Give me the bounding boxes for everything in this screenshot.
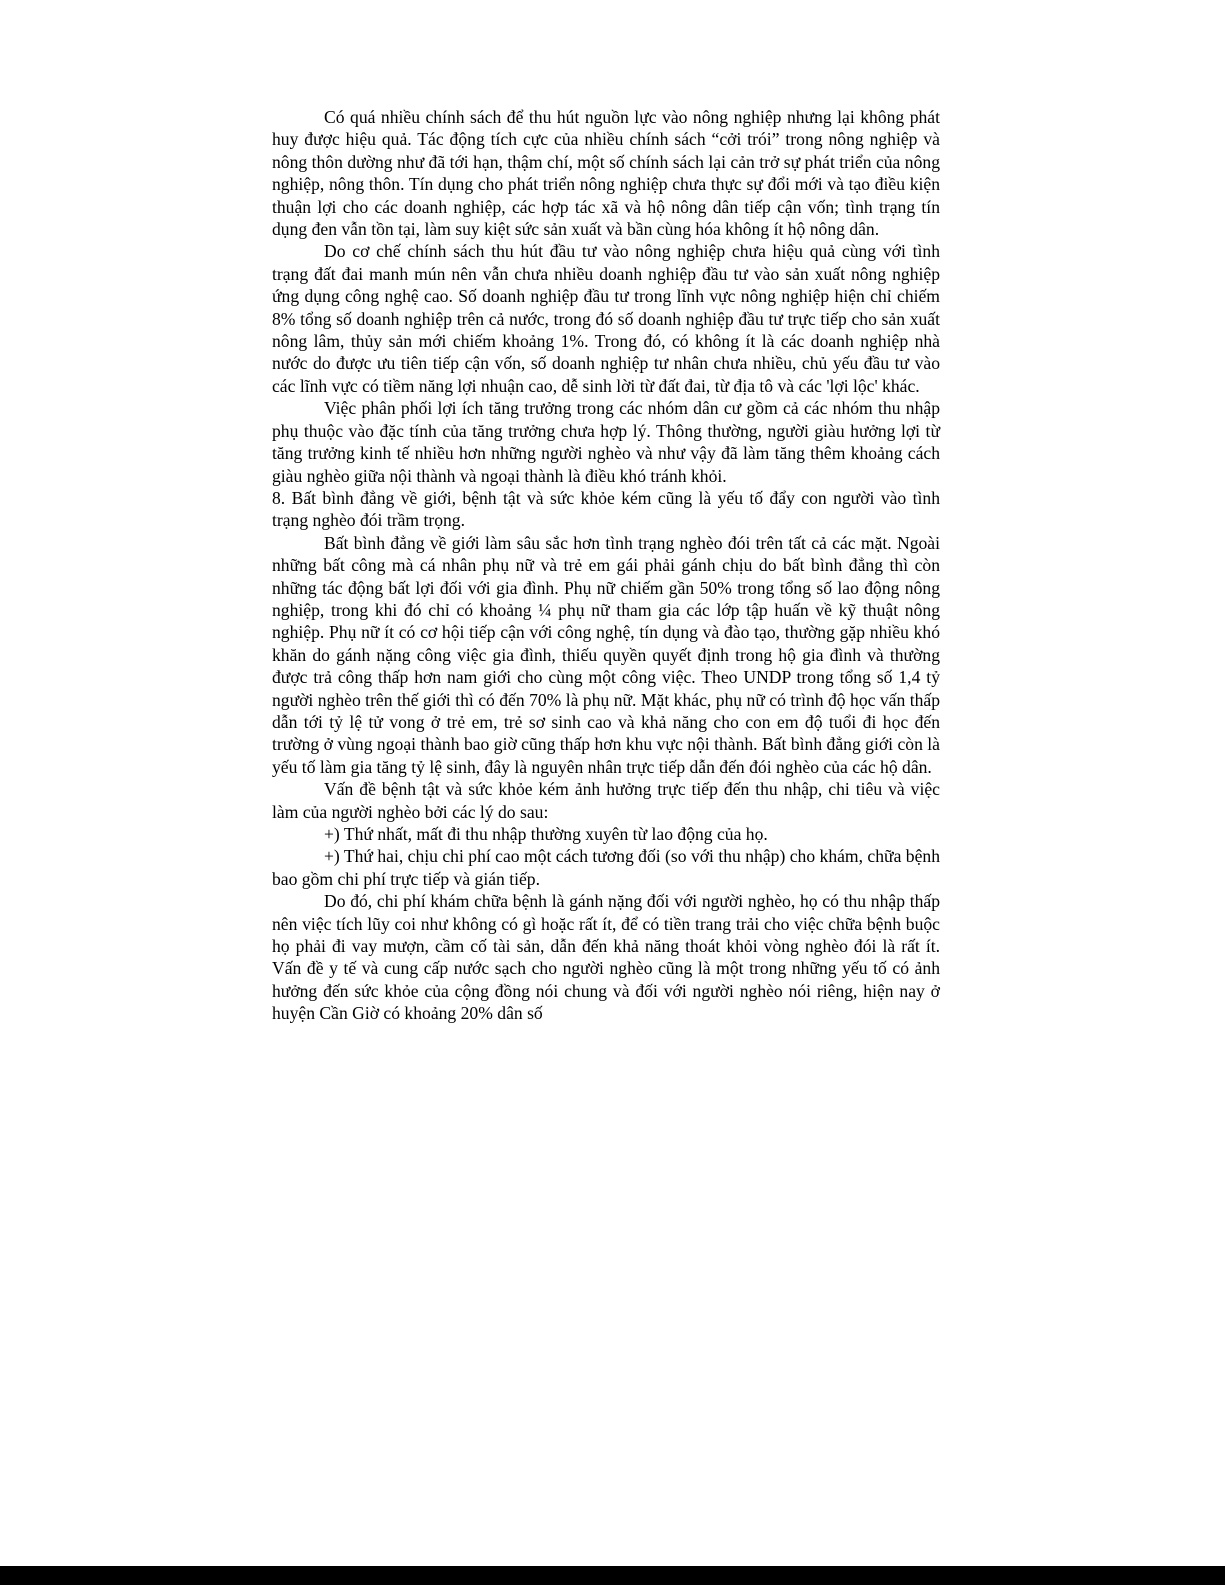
section-heading-8: 8. Bất bình đẳng về giới, bệnh tật và sức khỏe kém cũng là yếu tố đẩy con người vào tình trạng nghèo đói trầm trọng. — [272, 487, 940, 531]
list-item-second-reason: +) Thứ hai, chịu chi phí cao một cách tương đối (so với thu nhập) cho khám, chữa bệnh bao gồm chi phí trực tiếp và gián tiếp. — [272, 846, 940, 889]
paragraph-gender-inequality: Bất bình đẳng về giới làm sâu sắc hơn tình trạng nghèo đói trên tất cả các mặt. Ngoài những bất công mà cá nhân phụ nữ và trẻ em gái phải gánh chịu do bất bình đẳng thì còn những tác động bất lợi đối với gia đình. Phụ nữ chiếm gần 50% trong tổng số lao động nông nghiệp, trong khi đó chỉ có khoảng ¼ phụ nữ tham gia các lớp tập huấn về kỹ thuật nông nghiệp. Phụ nữ ít có cơ hội tiếp cận với công nghệ, tín dụng và đào tạo, thường gặp nhiều khó khăn do gánh nặng công việc gia đình, thiếu quyền quyết định trong hộ gia đình và thường được trả công thấp hơn nam giới cho cùng một công việc. Theo UNDP trong tổng số 1,4 tỷ người nghèo trên thế giới thì có đến 70% là phụ nữ. Mặt khác, phụ nữ có trình độ học vấn thấp dẫn tới tỷ lệ tử vong ở trẻ em, trẻ sơ sinh cao và khả năng cho con em độ tuổi đi học đến trường ở vùng ngoại thành bao giờ cũng thấp hơn khu vực nội thành. Bất bình đẳng giới còn là yếu tố làm gia tăng tỷ lệ sinh, đây là nguyên nhân trực tiếp dẫn đến đói nghèo của các hộ dân. — [272, 532, 940, 777]
bottom-scan-border — [0, 1566, 1225, 1585]
paragraph-illness-impact: Vấn đề bệnh tật và sức khỏe kém ảnh hưởng trực tiếp đến thu nhập, chi tiêu và việc làm của người nghèo bởi các lý do sau: — [272, 779, 940, 822]
list-item-first-reason: +) Thứ nhất, mất đi thu nhập thường xuyên từ lao động của họ. — [324, 824, 768, 844]
document-page — [272, 106, 940, 1025]
paragraph-growth-distribution: Việc phân phối lợi ích tăng trưởng trong các nhóm dân cư gồm cả các nhóm thu nhập phụ thuộc vào đặc tính của tăng trưởng chưa hợp lý. Thông thường, người giàu hưởng lợi từ tăng trưởng kinh tế nhiều hơn những người nghèo và như vậy đã làm tăng thêm khoảng cách giàu nghèo giữa nội thành và ngoại thành là điều khó tránh khỏi. — [272, 398, 940, 486]
paragraph-agri-investment: Do cơ chế chính sách thu hút đầu tư vào nông nghiệp chưa hiệu quả cùng với tình trạng đất đai manh mún nên vẫn chưa nhiều doanh nghiệp đầu tư vào sản xuất nông nghiệp ứng dụng công nghệ cao. Số doanh nghiệp đầu tư trong lĩnh vực nông nghiệp hiện chỉ chiếm 8% tổng số doanh nghiệp trên cả nước, trong đó số doanh nghiệp đầu tư trực tiếp cho sản xuất nông lâm, thủy sản mới chiếm khoảng 1%. Trong đó, có không ít là các doanh nghiệp nhà nước do được ưu tiên tiếp cận vốn, số doanh nghiệp tư nhân chưa nhiều, chủ yếu đầu tư vào các lĩnh vực có tiềm năng lợi nhuận cao, dễ sinh lời từ đất đai, từ địa tô và các 'lợi lộc' khác. — [272, 241, 940, 396]
paragraph-policy-effectiveness: Có quá nhiều chính sách để thu hút nguồn lực vào nông nghiệp nhưng lại không phát huy được hiệu quả. Tác động tích cực của nhiều chính sách “cởi trói” trong nông nghiệp và nông thôn dường như đã tới hạn, thậm chí, một số chính sách lại cản trở sự phát triển của nông nghiệp, nông thôn. Tín dụng cho phát triển nông nghiệp chưa thực sự đổi mới và tạo điều kiện thuận lợi cho các doanh nghiệp, các hợp tác xã và hộ nông dân tiếp cận vốn; tình trạng tín dụng đen vẫn tồn tại, làm suy kiệt sức sản xuất và bần cùng hóa không ít hộ nông dân. — [272, 107, 940, 240]
paragraph-healthcare-costs: Do đó, chi phí khám chữa bệnh là gánh nặng đối với người nghèo, họ có thu nhập thấp nên việc tích lũy coi như không có gì hoặc rất ít, để có tiền trang trải cho việc chữa bệnh buộc họ phải đi vay mượn, cầm cố tài sản, dẫn đến khả năng thoát khỏi vòng nghèo đói là rất ít. Vấn đề y tế và cung cấp nước sạch cho người nghèo cũng là một trong những yếu tố có ảnh hưởng đến sức khỏe của cộng đồng nói chung và đối với người nghèo nói riêng, hiện nay ở huyện Cần Giờ có khoảng 20% dân số — [272, 891, 940, 1024]
